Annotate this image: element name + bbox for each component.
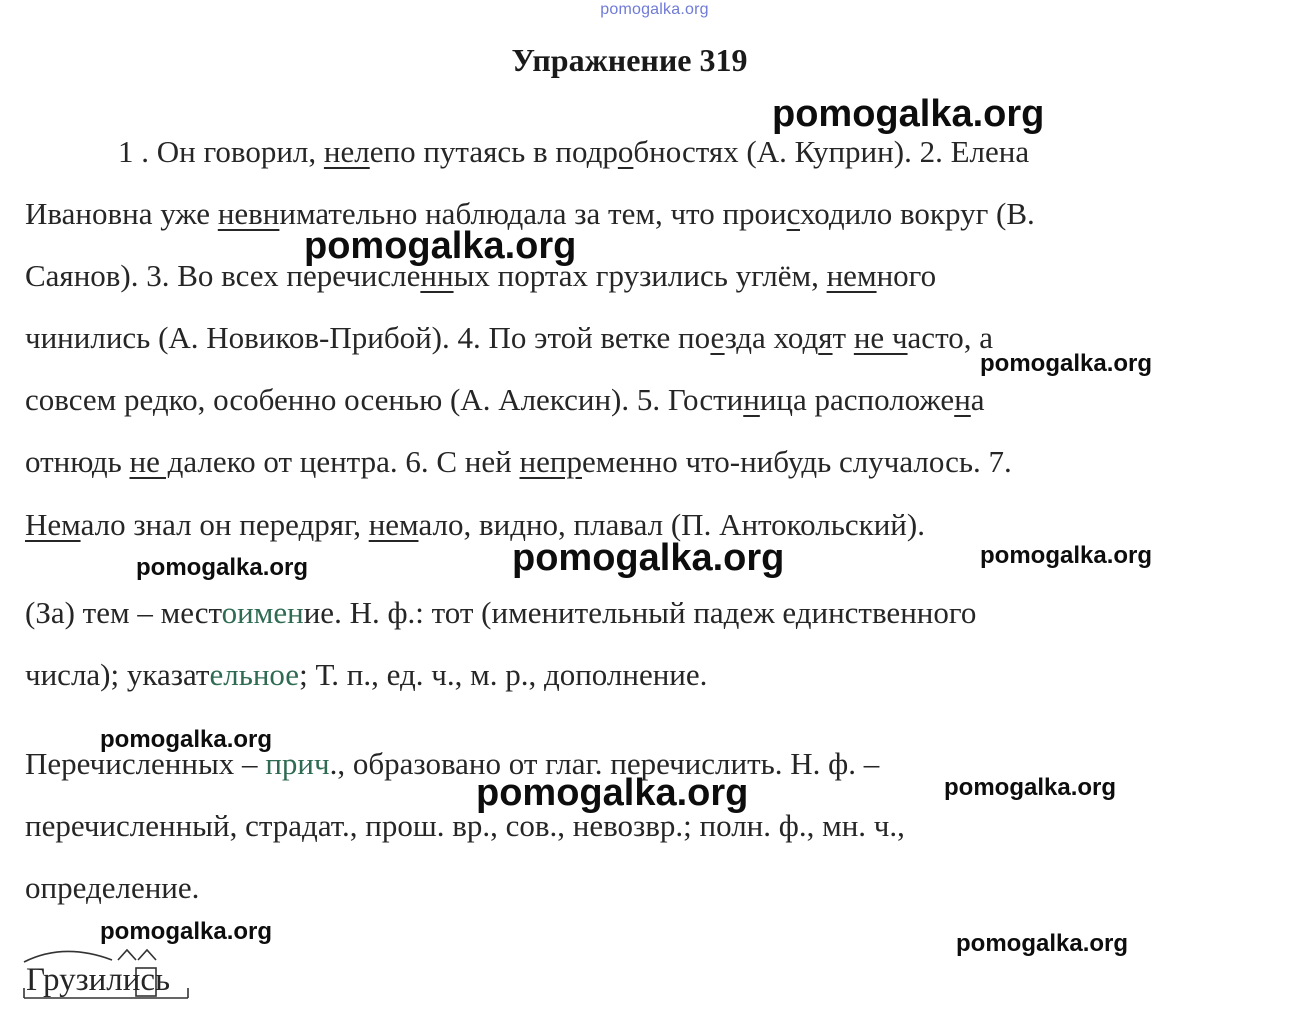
- watermark: pomogalka.org: [100, 918, 273, 945]
- watermark: pomogalka.org: [956, 930, 1129, 957]
- text-line-6: отнюдь не далеко от центра. 6. С ней непременно что-нибудь случалось. 7.: [25, 444, 1012, 479]
- underlined-fragment: с: [786, 196, 800, 231]
- watermark: pomogalka.org: [512, 537, 785, 579]
- text-line-2: Ивановна уже невнимательно наблюдала за тем, что происходило вокруг (В.: [25, 196, 1035, 231]
- parsed-word: Грузились: [26, 962, 171, 998]
- text-line-1: 1 . Он говорил, нелепо путаясь в подробностях (А. Куприн). 2. Елена: [118, 134, 1030, 169]
- underlined-fragment: н: [743, 382, 760, 417]
- underlined-fragment: нел: [323, 134, 370, 169]
- underlined-fragment: я: [818, 320, 833, 355]
- watermark: pomogalka.org: [980, 350, 1153, 377]
- suffix-mark: [138, 950, 156, 960]
- underlined-fragment: непр: [519, 444, 582, 479]
- underlined-fragment: не д: [129, 444, 184, 479]
- underlined-fragment: нем: [826, 258, 877, 293]
- root-arc: [24, 951, 112, 962]
- watermark: pomogalka.org: [476, 772, 749, 814]
- underlined-fragment: невн: [217, 196, 280, 231]
- underlined-fragment: о: [617, 134, 634, 169]
- analysis-line-2: числа); указательное; Т. п., ед. ч., м. р., дополнение.: [25, 657, 708, 692]
- suffix-mark: [118, 950, 136, 960]
- text-line-3: Саянов). 3. Во всех перечисленных портах грузились углём, немного: [25, 258, 937, 293]
- watermark: pomogalka.org: [136, 554, 309, 581]
- morpheme-parse: [22, 940, 202, 1000]
- watermark: pomogalka.org: [304, 225, 577, 267]
- analysis-line-3: Перечисленных – прич., образовано от глаг. перечислить. Н. ф. –: [25, 746, 880, 781]
- analysis-line-1: (За) тем – местоимение. Н. ф.: тот (именительный падеж единственного: [25, 595, 977, 630]
- text-line-7: Немало знал он передряг, немало, видно, плавал (П. Антокольский).: [25, 507, 925, 542]
- underlined-fragment: нем: [368, 507, 419, 542]
- text-line-4: чинились (А. Новиков-Прибой). 4. По этой ветке поезда ходят не часто, а: [25, 320, 993, 355]
- underlined-fragment: н: [954, 382, 971, 417]
- underlined-fragment: е: [710, 320, 725, 355]
- underlined-fragment: нн: [420, 258, 454, 293]
- text-line-5: совсем редко, особенно осенью (А. Алексин). 5. Гостиница расположена: [25, 382, 985, 417]
- exercise-title: Упражнение 319: [511, 42, 748, 78]
- analysis-line-5: определение.: [25, 870, 200, 905]
- watermark: pomogalka.org: [772, 93, 1045, 135]
- underlined-fragment: Нем: [25, 507, 81, 542]
- underlined-fragment: не ч: [853, 320, 908, 355]
- watermark: pomogalka.org: [944, 774, 1117, 801]
- watermark-top: pomogalka.org: [600, 1, 709, 18]
- watermark: pomogalka.org: [100, 726, 273, 753]
- watermark: pomogalka.org: [980, 542, 1153, 569]
- analysis-line-4: перечисленный, страдат., прош. вр., сов., невозвр.; полн. ф., мн. ч.,: [25, 808, 905, 843]
